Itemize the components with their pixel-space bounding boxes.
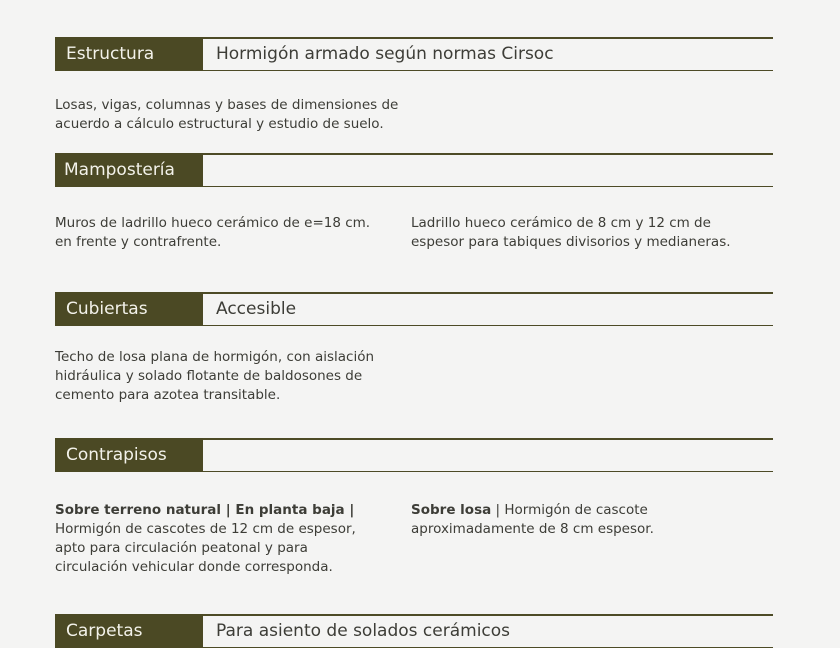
section-label: Mampostería [55, 153, 203, 187]
section-label: Cubiertas [55, 292, 203, 326]
section-header-carpetas [55, 614, 773, 648]
section-header-mamposteria [55, 153, 773, 187]
section-label: Contrapisos [55, 438, 203, 472]
header-rule [203, 153, 773, 155]
section-value: Accesible [216, 292, 296, 326]
contrapisos-right-body: | Hormigón de cascote aproximadamente de 8 cm espesor. [411, 502, 654, 537]
contrapisos-left-heading: Sobre terreno natural | En planta baja | [55, 502, 354, 518]
header-rule [203, 471, 773, 473]
section-label: Estructura [55, 37, 203, 71]
cubiertas-description: Techo de losa plana de hormigón, con aislación hidráulica y solado flotante de baldosones de cemento para azotea transitable. [55, 348, 415, 405]
section-value: Para asiento de solados cerámicos [216, 614, 510, 648]
estructura-description: Losas, vigas, columnas y bases de dimensiones de acuerdo a cálculo estructural y estudio de suelo. [55, 96, 415, 134]
contrapisos-left-body: Hormigón de cascotes de 12 cm de espesor, apto para circulación peatonal y para circulación vehicular donde corresponda. [55, 521, 356, 575]
section-label: Carpetas [55, 614, 203, 648]
section-header-cubiertas [55, 292, 773, 326]
section-value: Hormigón armado según normas Cirsoc [216, 37, 554, 71]
contrapisos-right-text [411, 501, 781, 539]
contrapisos-right-heading: Sobre losa [411, 502, 491, 518]
section-header-contrapisos [55, 438, 773, 472]
contrapisos-left-text [55, 501, 405, 577]
header-rule [203, 70, 773, 72]
mamposteria-right-text: Ladrillo hueco cerámico de 8 cm y 12 cm de espesor para tabiques divisorios y medianeras. [411, 214, 781, 252]
header-rule [203, 438, 773, 440]
section-header-estructura [55, 37, 773, 71]
header-rule [203, 186, 773, 188]
mamposteria-left-text: Muros de ladrillo hueco cerámico de e=18 cm. en frente y contrafrente. [55, 214, 405, 252]
header-rule [203, 325, 773, 327]
